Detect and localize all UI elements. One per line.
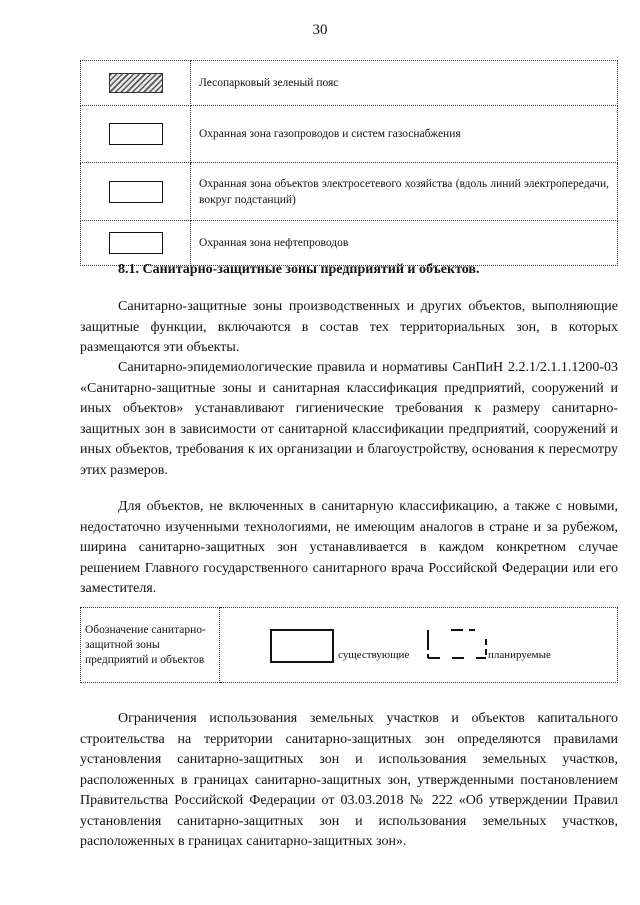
legend-table: [80, 60, 618, 266]
legend-row: [81, 221, 618, 266]
legend-row: [81, 106, 618, 163]
legend-label: Охранная зона газопроводов и систем газоснабжения: [191, 106, 618, 163]
rectangle-outline-icon: [109, 123, 163, 145]
hatched-rectangle-icon: [109, 73, 163, 93]
paragraph: Для объектов, не включенных в санитарную классификацию, а также с новыми, недостаточно изученными технологиями, не имеющим аналогов в стране и за рубежом, ширина санитарно-защитных зон устанавливается в каждом конкретном случае решением Главного государственного санитарного врача Российской Федерации или его заместителя.: [80, 499, 618, 596]
paragraph: Санитарно-эпидемиологические правила и нормативы СанПиН 2.2.1/2.1.1.1200-03 «Санитарно-защитные зоны и санитарная классификация предприятий, сооружений и иных объектов» устанавливают гигиенические требования к размеру санитарно-защитных зон в зависимости от санитарной классификации предприятий, сооружений и иных объектов, требования к их организации и благоустройству, основания к пересмотру этих размеров.: [80, 360, 618, 478]
legend-row: [81, 163, 618, 221]
existing-zone-icon: [270, 629, 334, 663]
legend-row: [81, 61, 618, 106]
legend-label: Охранная зона объектов электросетевого хозяйства (вдоль линий электропередачи, вокруг подстанций): [191, 163, 618, 221]
rectangle-outline-icon: [109, 232, 163, 254]
closing-paragraph: Ограничения использования земельных участков и объектов капитального строительства на территории санитарно-защитных зон определяются правилами установления санитарно-защитных зон и использования земельных участков, расположенных в границах санитарно-защитных зон, утвержденными постановлением Правительства Российской Федерации от 03.03.2018 № 222 «Об утверждении Правил установления санитарно-защитных зон и использования земельных участков, расположенных в границах санитарно-защитных зон».: [80, 711, 618, 849]
existing-zone-label: существующие: [338, 649, 410, 661]
section-heading: 8.1. Санитарно-защитные зоны предприятий и объектов.: [118, 262, 480, 277]
paragraph: Санитарно-защитные зоны производственных и других объектов, выполняющие защитные функции, включаются в состав тех территориальных зон, в которых размещаются эти объекты.: [80, 299, 618, 355]
legend-label: Охранная зона нефтепроводов: [191, 221, 618, 266]
sanitary-zone-legend-label: Обозначение санитарно-защитной зоны предприятий и объектов: [81, 608, 220, 683]
sanitary-zone-legend: [80, 607, 618, 683]
planned-zone-icon: [427, 629, 487, 659]
legend-label: Лесопарковый зеленый пояс: [191, 61, 618, 106]
rectangle-outline-icon: [109, 181, 163, 203]
page-number: 30: [312, 22, 328, 38]
planned-zone-label: планируемые: [488, 649, 551, 661]
